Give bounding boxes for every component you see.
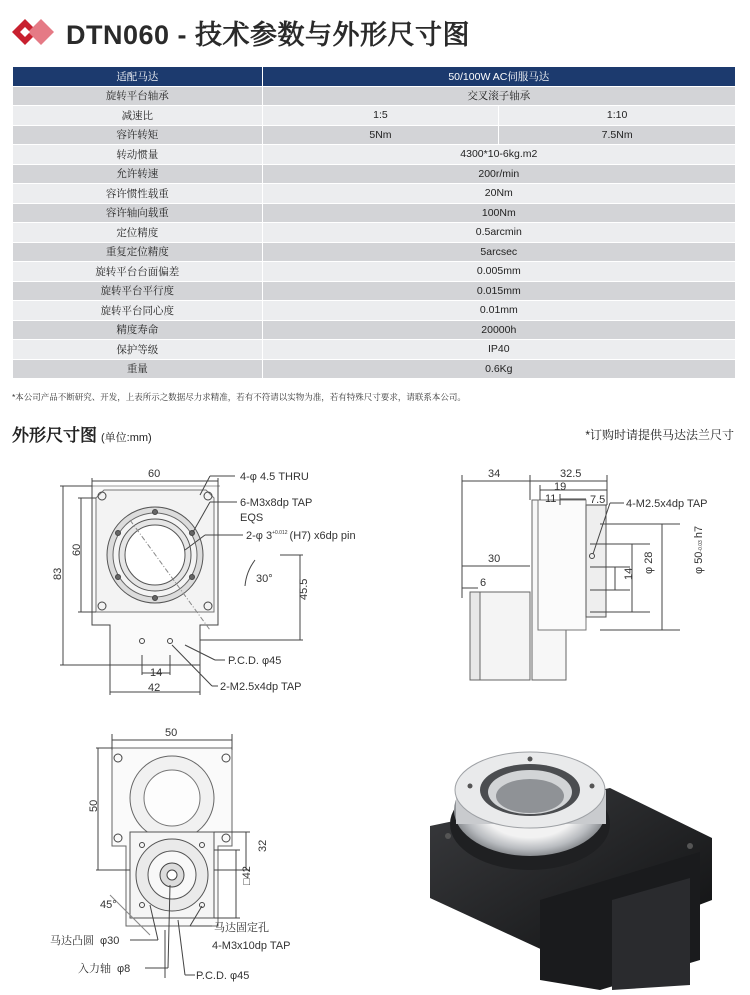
table-row-label: 减速比 [13,106,263,126]
render-hole [468,784,473,789]
table-row-value: 0.015mm [262,281,735,301]
table-row-label: 旋转平台平行度 [13,281,263,301]
front-pin-dia: 2-φ 3 [246,530,273,542]
front-angle: 30° [256,573,273,585]
bottom-dim-50h: 50 [88,799,100,812]
render-hole [687,843,693,849]
bottom-motor-holes: 马达固定孔 [214,922,269,934]
front-dim-83: 83 [52,567,64,580]
table-row-label: 容许轴向载重 [13,203,263,223]
side-dim-11: 11 [545,493,557,505]
side-dim-30: 30 [488,553,501,565]
table-row-value: 20Nm [262,184,735,204]
table-row-label: 旋转平台轴承 [13,86,263,106]
table-header-label: 适配马达 [13,67,263,87]
table-row-value: 交叉滚子轴承 [262,86,735,106]
table-row-value: IP40 [262,340,735,360]
bottom-dim-42sq: □42 [241,866,253,885]
bottom-motor-boss-label: 马达凸圆 [50,935,94,947]
side-dim-325: 32.5 [560,468,582,480]
side-dia-50-fit: h7 [693,525,705,539]
table-row-label: 容许转矩 [13,125,263,145]
bottom-input-shaft-label: 入力轴 [78,963,111,975]
front-tap-top: 6-M3x8dp TAP [240,497,313,509]
front-dim-60h: 60 [71,543,83,556]
front-dim-42: 42 [148,682,161,694]
side-dim-6: 6 [480,577,487,589]
bottom-angle: 45° [100,899,117,911]
front-pin [246,530,356,542]
table-row-value: 4300*10-6kg.m2 [262,145,735,165]
table-row-value: 100Nm [262,203,735,223]
bottom-boss-dia: φ30 [100,935,120,947]
render-bore-deep [496,779,564,813]
section-unit: (单位:mm) [101,432,152,444]
table-row-label: 旋转平台同心度 [13,301,263,321]
table-row-value: 0.005mm [262,262,735,282]
section-title-text: 外形尺寸图 [12,426,97,445]
render-hole [528,757,533,762]
table-row-label: 重量 [13,359,263,379]
bottom-dim-50w: 50 [165,727,178,739]
front-pin-tol: +0.012 [272,530,288,536]
side-tap: 4-M2.5x4dp TAP [626,498,708,510]
table-row-value-v2: 7.5Nm [499,125,736,145]
side-dia-50-main: φ 50 [693,551,705,574]
table-row-value: 5arcsec [262,242,735,262]
side-dim-14: 14 [623,567,635,580]
bottom-input-shaft [78,961,130,975]
bottom-motor-tap: 4-M3x10dp TAP [212,940,291,952]
table-row-label: 定位精度 [13,223,263,243]
table-row-label: 转动惯量 [13,145,263,165]
front-pin-tail: (H7) x6dp pin [289,530,356,542]
front-dim-455: 45.5 [298,578,310,600]
render-hole [590,784,595,789]
bottom-dim-32: 32 [257,839,269,852]
order-note: *订购时请提供马达法兰尺寸 [585,428,734,442]
render-hole [445,833,451,839]
front-hole-thru: 4-φ 4.5 THRU [240,471,309,483]
table-row-label: 重复定位精度 [13,242,263,262]
bottom-shaft-dia: φ8 [117,963,131,975]
front-eqs: EQS [240,512,264,524]
product-render [430,752,712,990]
side-dim-75: 7.5 [590,494,606,506]
table-row-label: 容许惯性载重 [13,184,263,204]
side-dia-50 [693,526,705,574]
side-dim-34: 34 [488,468,501,480]
table-row-value: 200r/min [262,164,735,184]
table-row-value: 0.01mm [262,301,735,321]
side-dia-50-tol: -0.03 [698,540,704,552]
footnote: *本公司产品不断研究、开发，上表所示之数据尽力求精准，若有不符请以实物为准，若有特殊尺寸要求，请联系本公司。 [12,392,466,402]
bottom-motor-boss [50,933,119,947]
front-dim-60w: 60 [148,468,161,480]
table-row-label: 旋转平台台面偏差 [13,262,263,282]
front-pcd: P.C.D. φ45 [228,655,282,667]
table-row-label: 允许转速 [13,164,263,184]
table-row-label: 保护等级 [13,340,263,360]
table-row-value-v1: 5Nm [262,125,499,145]
table-row-value-v1: 1:5 [262,106,499,126]
table-row-value: 0.5arcmin [262,223,735,243]
table-header-value: 50/100W AC伺服马达 [262,67,735,87]
bottom-pcd: P.C.D. φ45 [196,970,250,982]
page-title: DTN060 - 技术参数与外形尺寸图 [66,19,471,50]
side-dim-19: 19 [554,481,567,493]
side-dia-28: φ 28 [643,551,655,574]
table-row-label: 精度寿命 [13,320,263,340]
table-row-value: 20000h [262,320,735,340]
table-row-value: 0.6Kg [262,359,735,379]
front-tap-bottom: 2-M2.5x4dp TAP [220,681,302,693]
table-row-value-v2: 1:10 [499,106,736,126]
front-dim-14: 14 [150,667,163,679]
